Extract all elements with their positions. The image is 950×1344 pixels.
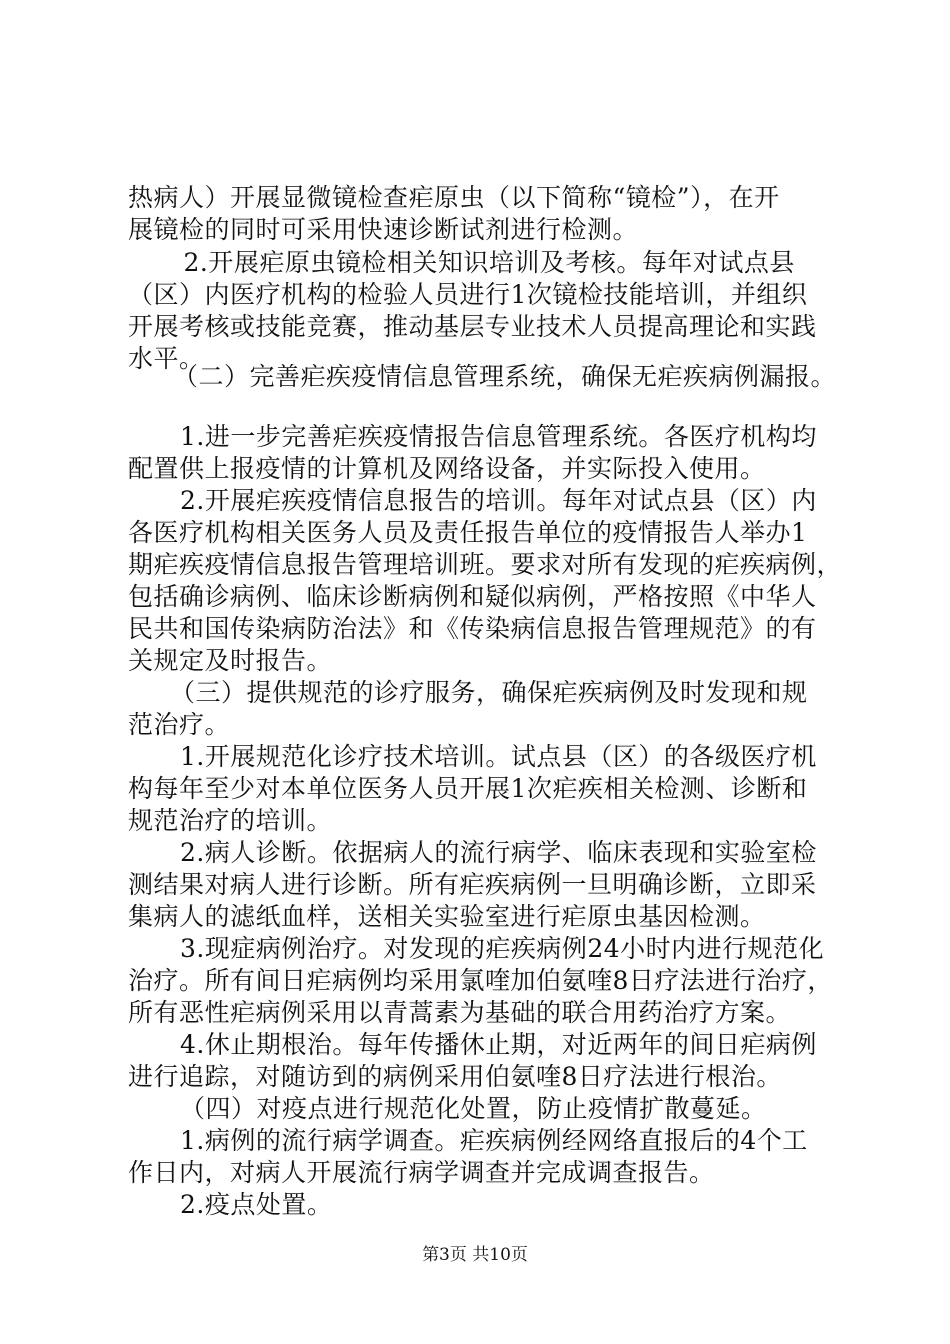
text-line: 治疗。所有间日疟病例均采用氯喹加伯氨喹8日疗法进行治疗， [128,966,833,995]
text-line: 2.疫点处置。 [180,1190,333,1219]
text-line: 进行追踪，对随访到的病例采用伯氨喹8日疗法进行根治。 [128,1062,782,1091]
text-line: 所有恶性疟病例采用以青蒿素为基础的联合用药治疗方案。 [128,998,792,1027]
text-line: 规范治疗的培训。 [128,806,333,835]
text-line: 1.病例的流行病学调查。疟疾病例经网络直报后的4个工 [180,1126,808,1155]
text-line: 包括确诊病例、临床诊断病例和疑似病例，严格按照《中华人 [128,582,817,611]
text-line: 民共和国传染病防治法》和《传染病信息报告管理规范》的有 [128,614,817,643]
text-line: 展镜检的同时可采用快速诊断试剂进行检测。 [128,215,639,244]
page-number: 第3页 共10页 [422,1245,528,1265]
text-line: 范治疗。 [128,710,231,739]
text-line: 2.开展疟原虫镜检相关知识培训及考核。每年对试点县 [158,248,795,277]
text-line: 热病人）开展显微镜检查疟原虫（以下简称“镜检”），在开 [128,183,780,212]
text-line: （四）对疫点进行规范化处置，防止疫情扩散蔓延。 [180,1094,767,1123]
text-line: 集病人的滤纸血样，送相关实验室进行疟原虫基因检测。 [128,902,766,931]
text-line: 1.开展规范化诊疗技术培训。试点县（区）的各级医疗机 [180,742,817,771]
text-line: 配置供上报疫情的计算机及网络设备，并实际投入使用。 [128,454,766,483]
text-line: 开展考核或技能竞赛，推动基层专业技术人员提高理论和实践 [128,312,817,341]
text-line: （三）提供规范的诊疗服务，确保疟疾病例及时发现和规 [170,678,808,707]
text-line: 3.现症病例治疗。对发现的疟疾病例24小时内进行规范化 [180,934,825,963]
text-line: （二）完善疟疾疫情信息管理系统，确保无疟疾病例漏报。 [160,362,837,391]
text-line: 2.病人诊断。依据病人的流行病学、临床表现和实验室检 [180,838,817,867]
text-line: （区）内医疗机构的检验人员进行1次镜检技能培训，并组织 [128,280,808,309]
text-line: 期疟疾疫情信息报告管理培训班。要求对所有发现的疟疾病例， [128,550,843,579]
text-line: 测结果对病人进行诊断。所有疟疾病例一旦明确诊断，立即采 [128,870,817,899]
text-line: 2.开展疟疾疫情信息报告的培训。每年对试点县（区）内 [180,486,817,515]
text-line: 关规定及时报告。 [128,646,333,675]
text-line: 各医疗机构相关医务人员及责任报告单位的疫情报告人举办1 [128,518,808,547]
text-line: 1.进一步完善疟疾疫情报告信息管理系统。各医疗机构均 [180,422,817,451]
text-line: 水平。 [128,344,205,373]
text-line: 构每年至少对本单位医务人员开展1次疟疾相关检测、诊断和 [128,774,808,803]
text-line: 作日内，对病人开展流行病学调查并完成调查报告。 [128,1158,715,1187]
text-line: 4.休止期根治。每年传播休止期，对近两年的间日疟病例 [180,1030,817,1059]
